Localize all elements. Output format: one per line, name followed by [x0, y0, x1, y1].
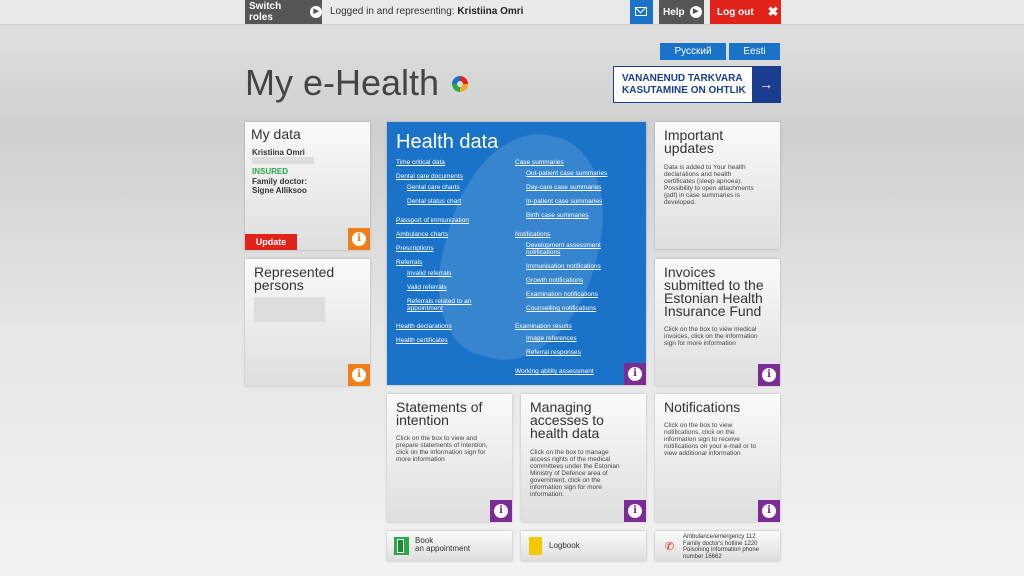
link-case-summaries[interactable]: Case summaries: [515, 159, 564, 166]
link-dental-care-charts[interactable]: Dental care charts: [407, 184, 460, 191]
managing-title-line: health data: [530, 425, 600, 441]
link-passport-of-immunization[interactable]: Passport of immunization: [396, 217, 469, 224]
page-title: My e-Health: [245, 62, 440, 103]
desc-line: Data is added to Your health: [664, 164, 746, 171]
link-development-assessment-2[interactable]: notifications: [526, 249, 561, 256]
emergency-contacts-text: [683, 534, 759, 560]
link-working-ability-assessment[interactable]: Working ability assessment: [515, 368, 594, 375]
info-button[interactable]: [624, 500, 646, 522]
logged-in-label: Logged in and representing:: [330, 6, 455, 17]
messages-button[interactable]: [630, 0, 653, 24]
info-button[interactable]: [758, 500, 780, 522]
link-referrals-appointment-2[interactable]: appointment: [407, 305, 443, 312]
desc-line: information sign for more: [530, 484, 602, 491]
info-button[interactable]: [758, 364, 780, 386]
family-doctor-name: Signe Alliksoo: [252, 186, 307, 195]
desc-line: view additional information: [664, 450, 741, 457]
invoices-title-line: Insurance Fund: [664, 303, 762, 319]
desc-line: sign for more information: [664, 340, 736, 347]
link-immunisation-notifications[interactable]: Immunisation notifications: [526, 263, 601, 270]
door-icon: [394, 537, 409, 555]
logout-label: Log out: [717, 6, 754, 18]
statements-of-intention-tile[interactable]: [387, 394, 512, 522]
notifications-desc: [664, 422, 756, 457]
health-data-tile[interactable]: [387, 122, 646, 385]
link-prescriptions[interactable]: Prescriptions: [396, 245, 434, 252]
info-button[interactable]: [348, 228, 370, 250]
info-button[interactable]: [624, 363, 646, 385]
invoices-title-line: Estonian Health: [664, 290, 763, 306]
invoices-tile[interactable]: [655, 259, 780, 386]
link-time-critical-data[interactable]: Time critical data: [396, 159, 445, 166]
book-line1: Book: [415, 536, 434, 545]
book-line2: an appointment: [415, 544, 471, 553]
info-icon: i: [494, 504, 508, 518]
desc-line: Click on the box to view: [664, 422, 733, 429]
contact-line: number 16662: [683, 553, 722, 560]
managing-title-line: Managing: [530, 399, 592, 415]
desc-line: declarations and health: [664, 171, 732, 178]
info-icon: i: [762, 368, 776, 382]
link-health-certificates[interactable]: Health certificates: [396, 337, 448, 344]
update-button[interactable]: Update: [245, 234, 297, 250]
link-examination-results[interactable]: Examination results: [515, 323, 572, 330]
help-label: Help: [663, 6, 685, 18]
language-estonian[interactable]: Eesti: [729, 43, 780, 60]
contact-line: Ambulance/emergency 112: [683, 534, 756, 540]
important-updates-title: [664, 129, 723, 155]
link-in-patient-case-summaries[interactable]: In-patient case summaries: [526, 198, 603, 205]
phone-icon: ✆: [665, 541, 675, 553]
managing-title: [530, 401, 604, 440]
link-birth-case-summaries[interactable]: Birth case summaries: [526, 212, 589, 219]
banner-line1: VANANENUD TARKVARA: [622, 73, 743, 84]
desc-line: access rights of the medical: [530, 456, 611, 463]
info-icon: i: [628, 504, 642, 518]
statements-title-line: intention: [396, 412, 449, 428]
represented-persons-tile[interactable]: [245, 259, 370, 386]
patient-name: Kristiina Omri: [252, 148, 305, 157]
desc-line: Possibility to open attachments: [664, 185, 754, 192]
close-icon: ✖: [767, 4, 779, 19]
represented-title-line1: Represented: [254, 264, 335, 280]
important-updates-tile[interactable]: [655, 122, 780, 249]
desc-line: invoices, click on the information: [664, 333, 758, 340]
link-referrals[interactable]: Referrals: [396, 259, 423, 266]
represented-person-placeholder: [254, 297, 325, 322]
link-out-patient-case-summaries[interactable]: Out-patient case summaries: [526, 170, 608, 177]
desc-line: certificates (sleep apnoea).: [664, 178, 743, 185]
represented-title: [254, 266, 334, 292]
important-updates-title-line2: updates: [664, 140, 714, 156]
invoices-title-line: Invoices: [664, 264, 716, 280]
desc-line: (pdf) in case summaries is: [664, 192, 740, 199]
insurance-status: INSURED: [252, 167, 289, 176]
link-referrals-appointment[interactable]: Referrals related to an: [407, 298, 472, 305]
outdated-software-banner[interactable]: [613, 66, 781, 103]
link-invalid-referrals[interactable]: Invalid referrals: [407, 270, 452, 277]
help-button[interactable]: [659, 0, 704, 24]
important-updates-desc: [664, 164, 754, 206]
logout-button[interactable]: [710, 0, 781, 24]
desc-line: information sign to receive: [664, 436, 740, 443]
notebook-icon: [529, 537, 542, 555]
info-icon: i: [352, 368, 366, 382]
desc-line: government, click on the: [530, 477, 601, 484]
user-name: Kristiina Omri: [457, 6, 524, 17]
managing-title-line: accesses to: [530, 412, 604, 428]
desc-line: more information: [396, 456, 445, 463]
link-referral-responses[interactable]: Referral responses: [526, 349, 581, 356]
desc-line: prepare statements of intention,: [396, 442, 488, 449]
desc-line: developed.: [664, 199, 696, 206]
desc-line: notifications on your e-mail or to: [664, 443, 757, 450]
info-button[interactable]: [490, 500, 512, 522]
important-updates-title-line1: Important: [664, 127, 724, 143]
logbook-button[interactable]: [521, 531, 646, 561]
language-russian[interactable]: Русский: [660, 43, 726, 60]
emergency-contacts: [655, 531, 780, 561]
link-dental-status-chart[interactable]: Dental status chart: [407, 198, 462, 205]
statements-desc: [396, 435, 487, 463]
family-doctor: [252, 177, 307, 195]
statements-title: [396, 401, 482, 427]
logged-in-info: [330, 6, 523, 17]
desc-line: Ministry of Defence area of: [530, 470, 608, 477]
info-icon: i: [628, 367, 642, 381]
my-data-title: My data: [251, 126, 301, 142]
link-image-references[interactable]: Image references: [526, 335, 577, 342]
link-dental-care-documents[interactable]: Dental care documents: [396, 173, 463, 180]
info-icon: i: [352, 232, 366, 246]
notifications-tile[interactable]: [655, 394, 780, 522]
managing-accesses-tile[interactable]: [521, 394, 646, 522]
link-notifications[interactable]: Notifications: [515, 231, 551, 238]
info-button[interactable]: [348, 364, 370, 386]
link-growth-notifications[interactable]: Growth notifications: [526, 277, 584, 284]
envelope-icon: [635, 7, 647, 16]
link-counselling-notifications[interactable]: Counselling notifications: [526, 305, 597, 312]
link-examination-notifications[interactable]: Examination notifications: [526, 291, 598, 298]
switch-roles-label: Switch roles: [249, 1, 282, 23]
desc-line: notifications, click on the: [664, 429, 735, 436]
invoices-title-line: submitted to the: [664, 277, 764, 293]
desc-line: Click on the box to view and: [396, 435, 477, 442]
statements-title-line: Statements of: [396, 399, 483, 415]
notifications-title: Notifications: [664, 399, 741, 415]
info-icon: i: [762, 504, 776, 518]
desc-line: committees under the Estonian: [530, 463, 620, 470]
family-doctor-label: Family doctor:: [252, 177, 308, 186]
play-arrow-icon: ▶: [690, 6, 702, 18]
represented-title-line2: persons: [254, 277, 304, 293]
contact-line: Poisoning information phone: [683, 547, 760, 553]
link-development-assessment[interactable]: Development assessment: [526, 242, 601, 249]
redacted-field: [252, 157, 314, 164]
ehealth-logo-icon: [452, 76, 468, 92]
invoices-title: [664, 266, 764, 318]
managing-desc: [530, 449, 620, 498]
health-data-title: Health data: [396, 131, 499, 153]
link-ambulance-charts[interactable]: Ambulance charts: [396, 231, 449, 238]
logbook-label: Logbook: [549, 541, 580, 550]
book-label: [415, 537, 470, 553]
switch-roles-button[interactable]: [245, 0, 322, 24]
banner-line2: KASUTAMINE ON OHTLIK: [622, 85, 746, 96]
arrow-right-icon: →: [752, 67, 780, 102]
link-health-declarations[interactable]: Health declarations: [396, 323, 452, 330]
desc-line: click on the information sign for: [396, 449, 486, 456]
play-arrow-icon: ▶: [310, 6, 322, 18]
invoices-desc: [664, 326, 758, 347]
link-valid-referrals[interactable]: Valid referrals: [407, 284, 447, 291]
desc-line: Click on the box to manage: [530, 449, 609, 456]
link-day-care-case-summaries[interactable]: Day-care case summaries: [526, 184, 602, 191]
my-data-tile[interactable]: [245, 122, 370, 250]
desc-line: information.: [530, 491, 564, 498]
contact-line: Family doctor's hotline 1220: [683, 540, 758, 547]
book-appointment-button[interactable]: [387, 531, 512, 561]
desc-line: Click on the box to view medical: [664, 326, 757, 333]
